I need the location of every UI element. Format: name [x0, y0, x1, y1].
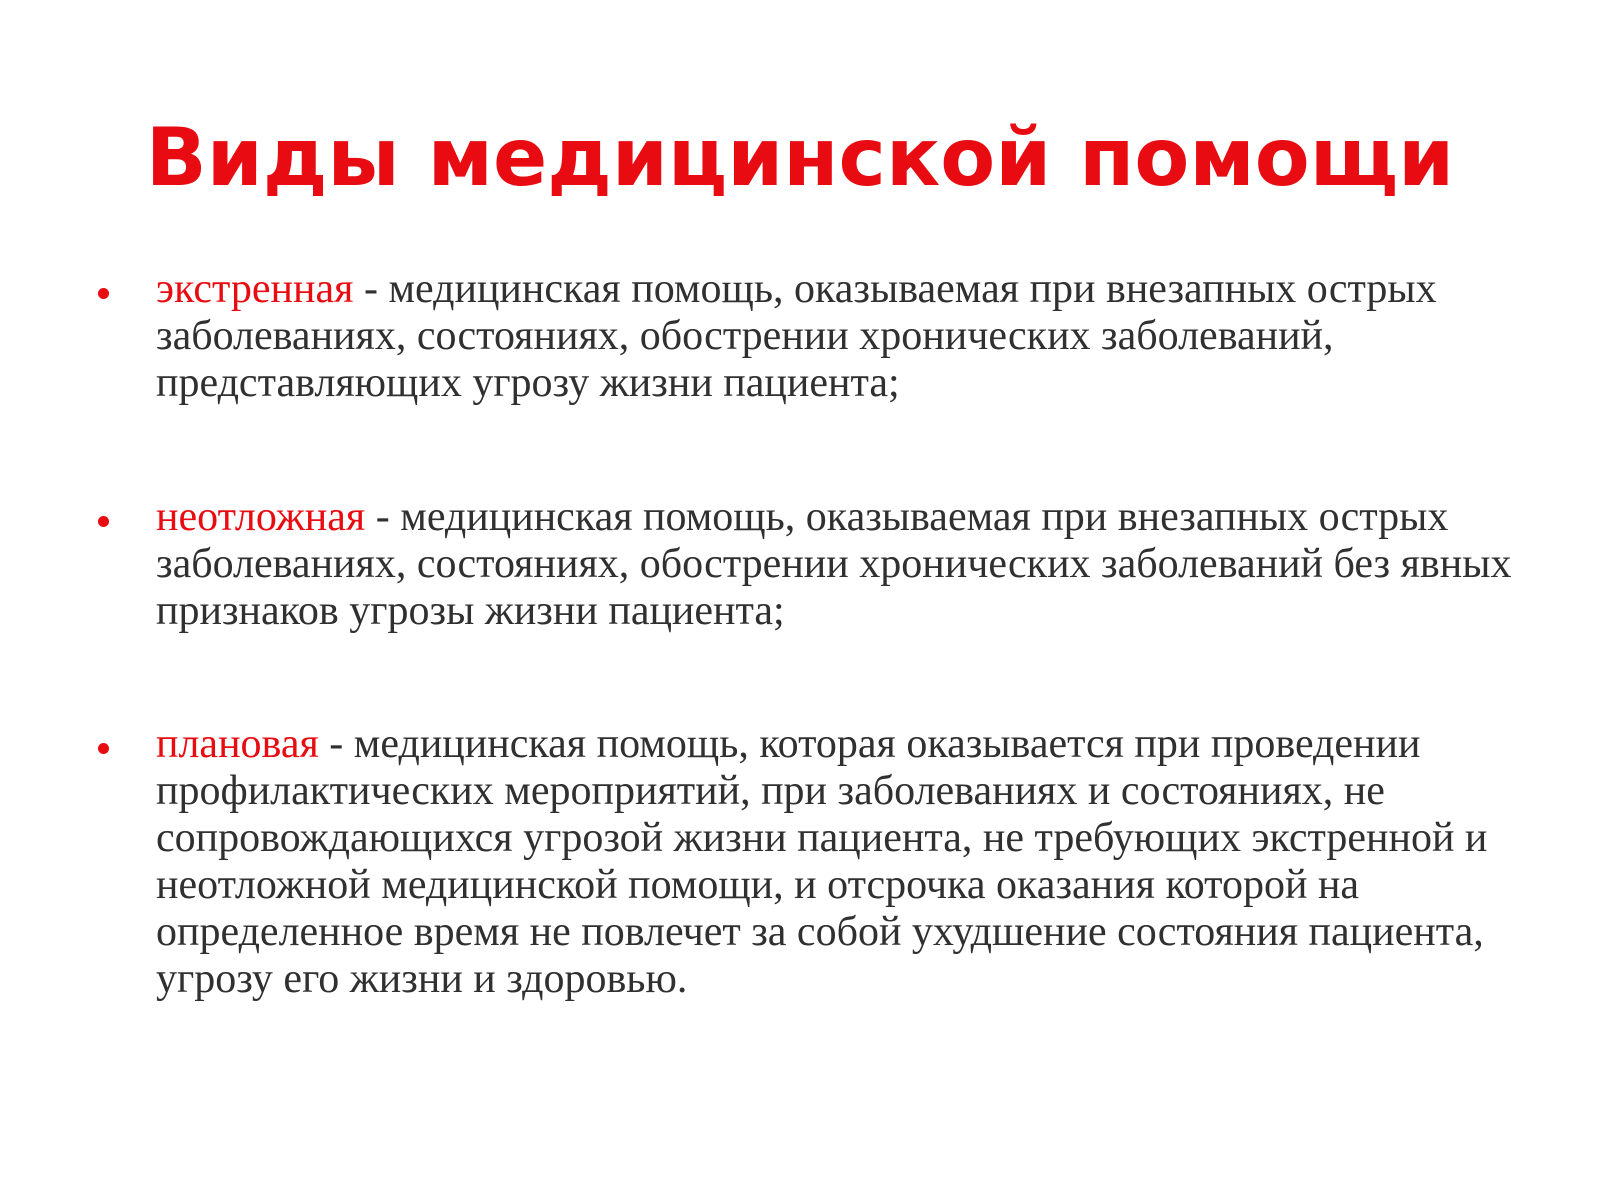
term-planned: плановая	[156, 721, 319, 767]
bullet-dot-icon	[98, 516, 109, 527]
term-urgent: неотложная	[156, 494, 366, 540]
description-urgent: - медицинская помощь, оказываемая при внезапных острых заболеваниях, состояниях, обострении хронических заболеваний без явных признаков угрозы жизни пациента;	[156, 494, 1512, 634]
description-emergency: - медицинская помощь, оказываемая при внезапных острых заболеваниях, состояниях, обострении хронических заболеваний, представляющих угрозу жизни пациента;	[156, 266, 1437, 406]
list-item-planned	[156, 721, 1516, 1003]
bullet-dot-icon	[98, 288, 109, 299]
list-item-emergency	[156, 266, 1516, 407]
bullet-dot-icon	[98, 743, 109, 754]
description-planned: - медицинская помощь, которая оказывается при проведении профилактических мероприятий, при заболеваниях и состояниях, не сопровождающихся угрозой жизни пациента, не требующих экстренной и неотложной медицинской помощи, и отсрочка оказания которой на определенное время не повлечет за собой ухудшение состояния пациента, угрозу его жизни и здоровью.	[156, 721, 1488, 1002]
term-emergency: экстренная	[156, 266, 354, 312]
slide-title: Виды медицинской помощи	[145, 111, 1455, 204]
list-item-urgent	[156, 494, 1516, 635]
